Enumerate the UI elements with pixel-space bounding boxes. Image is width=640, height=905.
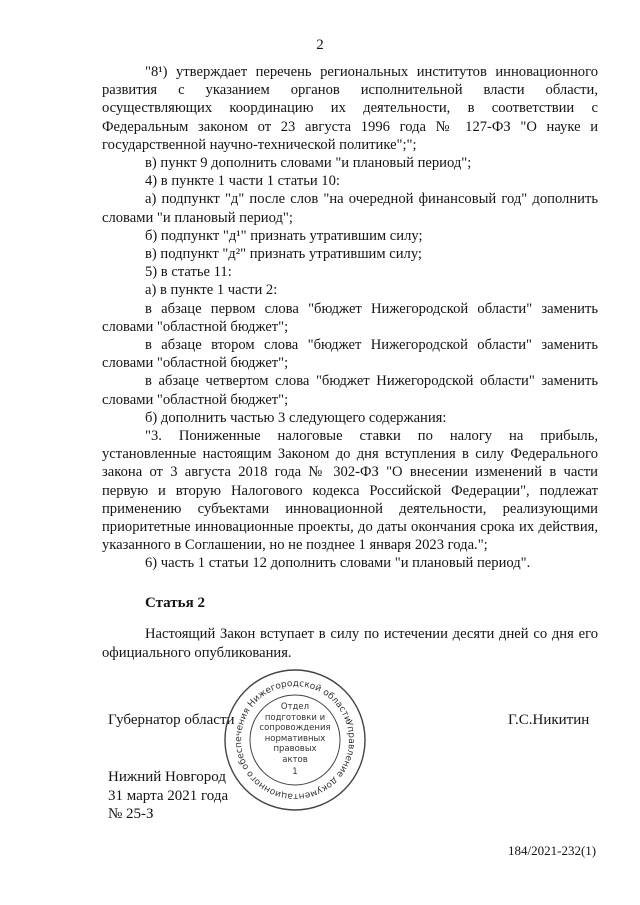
stamp-number: 1: [292, 767, 298, 778]
paragraph: 5) в статье 11:: [145, 264, 232, 281]
stamp-line: нормативных: [264, 733, 326, 744]
paragraph: в абзаце четвертом слова "бюджет Нижегородской области" заменить словами "областной бюджет";: [102, 373, 598, 408]
amendments-text: [102, 63, 598, 573]
stamp-line: подготовки и: [264, 712, 326, 723]
stamp-line: правовых: [273, 744, 317, 755]
stamp-ring-text: Управление документационного обеспечения Нижегородской области: [233, 678, 357, 802]
paragraph: 6) часть 1 статьи 12 дополнить словами "и плановый период".: [145, 555, 531, 572]
article-title: Статья 2: [145, 595, 205, 611]
signing-details: [108, 768, 228, 824]
paragraph: в) пункт 9 дополнить словами "и плановый период";: [145, 155, 472, 172]
stamp-line: Отдел: [280, 702, 310, 713]
law-number: № 25-З: [108, 806, 154, 822]
paragraph: в абзаце втором слова "бюджет Нижегородской области" заменить словами "областной бюджет";: [102, 337, 598, 372]
paragraph: в абзаце первом слова "бюджет Нижегородской области" заменить словами "областной бюджет";: [102, 300, 598, 335]
paragraph: 4) в пункте 1 части 1 статьи 10:: [145, 173, 340, 190]
office-stamp: [222, 667, 368, 813]
article-body: [102, 625, 598, 662]
paragraph: в) подпункт "д²" признать утратившим силу;: [145, 246, 422, 263]
document-code: 184/2021-232(1): [508, 843, 597, 858]
paragraph: а) подпункт "д" после слов "на очередной финансовый год" дополнить словами "и плановый период";: [102, 191, 598, 226]
page-number: 2: [316, 37, 324, 53]
article-text: Настоящий Закон вступает в силу по истечении десяти дней со дня его официального опубликования.: [102, 626, 598, 661]
stamp-line: актов: [282, 754, 308, 765]
paragraph: а) в пункте 1 части 2:: [145, 282, 278, 299]
paragraph: "3. Пониженные налоговые ставки по налогу на прибыль, установленные настоящим Законом до дня вступления в силу Федерального закона от 3 августа 2018 года № 302-ФЗ "О внесении изменений в части первую и вторую Налогового кодекса Российской Федерации", подлежат применению субъектами инновационной деятельности, реализующими приоритетные инновационные проекты, до даты окончания срока их действия, указанного в Соглашении, но не позднее 1 января 2023 года.";: [102, 428, 598, 554]
stamp-center: [222, 667, 368, 813]
paragraph: б) дополнить частью 3 следующего содержания:: [145, 409, 447, 426]
signatory-name: Г.С.Никитин: [508, 712, 590, 728]
paragraph: б) подпункт "д¹" признать утратившим силу;: [145, 227, 423, 244]
signatory-title: Губернатор области: [108, 712, 235, 728]
signing-city: Нижний Новгород: [108, 769, 226, 785]
signing-date: 31 марта 2021 года: [108, 787, 229, 804]
stamp-line: сопровождения: [259, 723, 331, 734]
paragraph: "8¹) утверждает перечень региональных институтов инновационного развития с указанием органов исполнительной власти области, осуществляющих координацию их деятельности, в соответствии с Федеральным законом от 23 августа 1996 года № 127-ФЗ "О науке и государственной научно-технической политике";";: [102, 64, 598, 153]
